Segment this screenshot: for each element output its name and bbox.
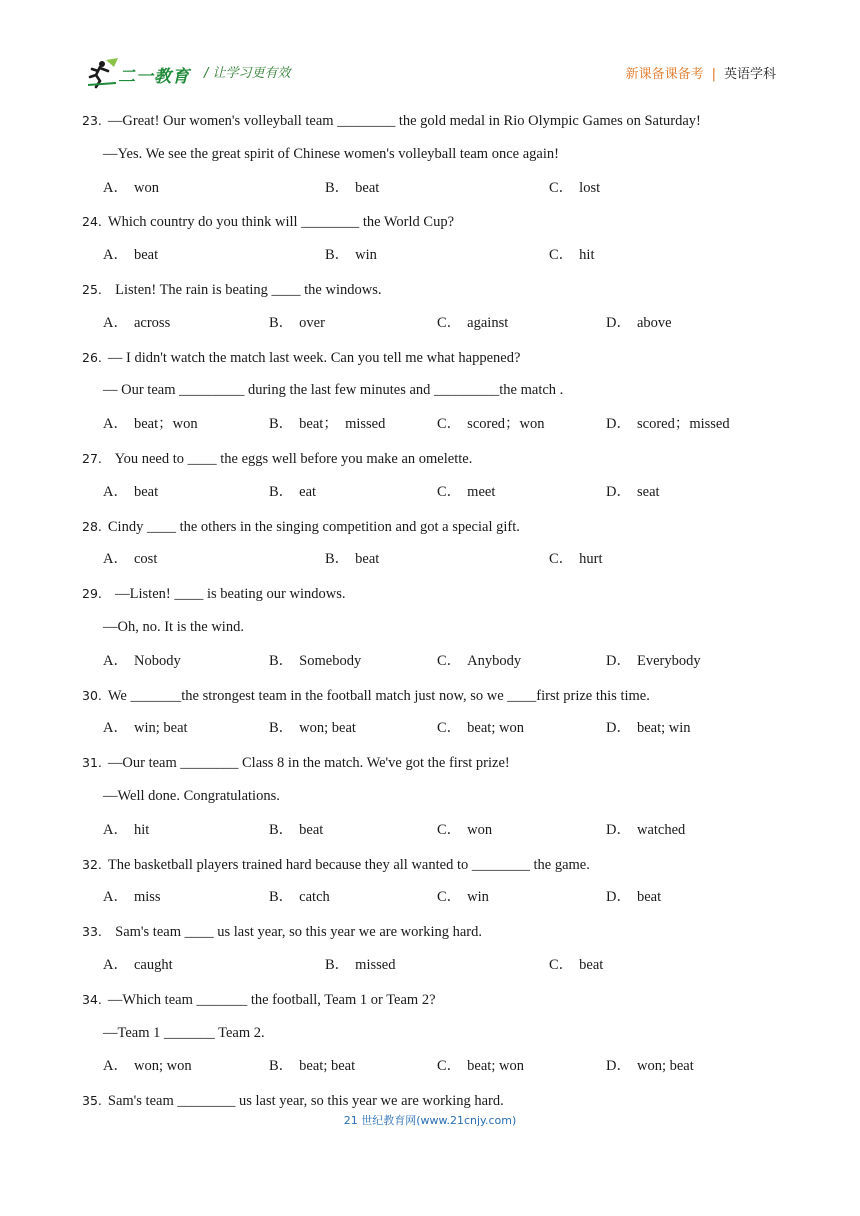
option-c [549, 543, 603, 577]
option-b [269, 1050, 355, 1084]
option-text: beat [133, 247, 159, 264]
options-row [82, 1050, 782, 1084]
option-b [325, 239, 377, 273]
question-number: 34. [82, 991, 102, 1007]
option-d [606, 1050, 694, 1084]
option-letter: D． [606, 652, 631, 669]
option-a [103, 814, 149, 848]
options-row [82, 949, 782, 983]
option-text: beat [636, 889, 662, 906]
option-letter: B． [269, 889, 294, 906]
question-text: —Well done. Congratulations. [103, 787, 280, 804]
option-text: won; won [133, 1058, 192, 1075]
option-letter: C． [437, 720, 462, 737]
option-d [606, 307, 672, 341]
option-text: watched [636, 821, 686, 838]
option-d [606, 645, 701, 679]
page-footer: 21 世纪教育网(www.21cnjy.com) [343, 1114, 517, 1127]
option-d [606, 408, 730, 442]
question-number: 29. [82, 586, 102, 602]
question-list [82, 104, 782, 1118]
question-stem [82, 848, 782, 882]
option-a [103, 239, 158, 273]
question-stem [82, 442, 782, 476]
option-letter: A． [103, 889, 128, 906]
question-stem [82, 104, 782, 138]
question-number: 26. [82, 349, 102, 365]
option-text: won; beat [636, 1058, 694, 1075]
option-letter: D． [606, 314, 631, 331]
option-b [269, 645, 361, 679]
header-subject: 英语学科 [723, 67, 776, 82]
question-stem [82, 577, 782, 611]
option-letter: A． [103, 956, 128, 973]
question-stem [82, 915, 782, 949]
options-row [82, 712, 782, 746]
question-stem [82, 679, 782, 713]
option-text: win [355, 247, 377, 264]
option-letter: B． [269, 1058, 294, 1075]
option-letter: A． [103, 821, 128, 838]
option-a [103, 712, 188, 746]
option-letter: B． [325, 247, 350, 264]
option-text: beat; won [467, 1058, 524, 1075]
option-text: beat; win [636, 720, 691, 737]
logo [86, 57, 196, 89]
question-number: 23. [82, 113, 102, 128]
option-text: cost [133, 551, 158, 568]
question-dialogue-line [82, 138, 782, 172]
question-text: Sam's team ____ us last year, so this year we are working hard. [107, 924, 482, 941]
question-text: —Our team ________ Class 8 in the match. We've got the first prize! [107, 755, 510, 772]
option-c [437, 1050, 524, 1084]
option-letter: A． [103, 416, 128, 433]
options-row [82, 543, 782, 577]
option-text: lost [579, 179, 601, 196]
option-text: win; beat [133, 720, 188, 737]
option-letter: A． [103, 179, 128, 196]
question-text: Listen! The rain is beating ____ the windows. [107, 281, 382, 298]
question-text: —Oh, no. It is the wind. [103, 618, 244, 635]
options-row [82, 408, 782, 442]
option-a [103, 645, 181, 679]
option-text: hit [579, 247, 595, 264]
question-text: —Team 1 _______ Team 2. [103, 1024, 265, 1041]
options-row [82, 645, 782, 679]
option-letter: C． [549, 956, 574, 973]
option-c [437, 881, 489, 915]
options-row [82, 881, 782, 915]
option-d [606, 476, 660, 510]
option-letter: C． [437, 821, 462, 838]
option-a [103, 881, 161, 915]
question-stem [82, 205, 782, 239]
question-text: Sam's team ________ us last year, so this year we are working hard. [107, 1093, 504, 1110]
option-text: caught [133, 956, 173, 973]
option-text: over [299, 314, 325, 331]
slogan: / 让学习更有效 [204, 66, 291, 81]
option-text: beat； missed [299, 416, 386, 433]
question-stem [82, 746, 782, 780]
option-b [269, 881, 330, 915]
option-letter: D． [606, 416, 631, 433]
option-letter: B． [269, 483, 294, 500]
option-letter: C． [437, 483, 462, 500]
option-text: beat [355, 551, 380, 568]
option-a [103, 949, 173, 983]
runner-logo-icon [86, 57, 120, 89]
option-letter: C． [549, 179, 574, 196]
option-letter: B． [325, 179, 350, 196]
question-number: 28. [82, 518, 102, 534]
options-row [82, 476, 782, 510]
options-row [82, 307, 782, 341]
option-a [103, 307, 170, 341]
option-a [103, 1050, 192, 1084]
question-dialogue-line [82, 1017, 782, 1051]
question-number: 24. [82, 214, 102, 230]
option-letter: B． [325, 551, 350, 568]
option-text: seat [636, 483, 660, 500]
option-c [549, 949, 603, 983]
option-text: Nobody [133, 652, 181, 669]
question-text: —Which team _______ the football, Team 1 or Team 2? [107, 991, 436, 1008]
option-text: beat [579, 956, 604, 973]
option-b [269, 814, 323, 848]
option-text: hit [133, 821, 150, 838]
option-c [437, 307, 508, 341]
option-letter: B． [269, 416, 294, 433]
option-letter: D． [606, 889, 631, 906]
option-text: against [467, 314, 509, 331]
question-text: Which country do you think will ________ the World Cup? [107, 214, 455, 231]
option-d [606, 881, 661, 915]
page-header [86, 55, 776, 91]
option-text: Anybody [467, 652, 522, 669]
option-c [437, 476, 495, 510]
option-text: beat [299, 821, 324, 838]
option-text: missed [355, 956, 396, 973]
option-letter: C． [437, 416, 462, 433]
option-letter: A． [103, 1058, 128, 1075]
option-letter: B． [269, 652, 294, 669]
question-number: 31. [82, 755, 102, 771]
option-letter: D． [606, 821, 631, 838]
option-letter: B． [269, 821, 294, 838]
option-c [549, 172, 600, 206]
option-text: above [636, 314, 672, 331]
option-text: won [133, 179, 159, 196]
option-letter: B． [269, 314, 294, 331]
option-a [103, 476, 158, 510]
question-dialogue-line [82, 374, 782, 408]
option-b [325, 949, 395, 983]
option-a [103, 543, 157, 577]
option-d [606, 712, 691, 746]
option-text: won; beat [299, 720, 356, 737]
option-text: win [467, 889, 489, 906]
options-row [82, 172, 782, 206]
option-text: beat；won [133, 416, 198, 433]
question-stem [82, 510, 782, 544]
option-text: hurt [579, 551, 603, 568]
option-letter: C． [549, 247, 574, 264]
option-text: scored；missed [636, 416, 730, 433]
option-letter: A． [103, 652, 128, 669]
question-text: Cindy ____ the others in the singing competition and got a special gift. [107, 518, 520, 535]
question-text: — Our team _________ during the last few minutes and _________the match . [103, 382, 564, 399]
question-dialogue-line [82, 780, 782, 814]
option-letter: D． [606, 483, 631, 500]
option-text: beat [355, 179, 380, 196]
option-a [103, 408, 198, 442]
question-dialogue-line [82, 611, 782, 645]
option-b [269, 307, 325, 341]
option-b [325, 172, 379, 206]
question-text: We _______the strongest team in the football match just now, so we ____first prize this time. [107, 687, 650, 704]
option-b [269, 408, 385, 442]
options-row [82, 814, 782, 848]
option-text: scored；won [467, 416, 545, 433]
option-text: Somebody [299, 652, 362, 669]
option-letter: A． [103, 483, 128, 500]
option-c [437, 814, 492, 848]
option-text: beat [133, 483, 159, 500]
option-b [269, 476, 316, 510]
option-letter: C． [549, 551, 574, 568]
option-text: miss [133, 889, 161, 906]
option-text: Everybody [636, 652, 701, 669]
question-text: — I didn't watch the match last week. Can you tell me what happened? [107, 349, 521, 366]
question-text: —Yes. We see the great spirit of Chinese women's volleyball team once again! [103, 145, 559, 162]
option-letter: C． [437, 314, 462, 331]
option-c [549, 239, 594, 273]
option-text: across [133, 314, 171, 331]
option-c [437, 408, 545, 442]
question-text: The basketball players trained hard because they all wanted to ________ the game. [107, 856, 590, 873]
option-b [269, 712, 356, 746]
header-separator: | [711, 67, 716, 82]
option-letter: A． [103, 314, 128, 331]
option-letter: C． [437, 889, 462, 906]
option-letter: D． [606, 720, 631, 737]
option-letter: A． [103, 720, 128, 737]
option-letter: A． [103, 247, 128, 264]
question-number: 30. [82, 687, 102, 703]
question-number: 25. [82, 281, 102, 297]
option-letter: B． [325, 956, 350, 973]
option-a [103, 172, 159, 206]
question-number: 35. [82, 1093, 102, 1109]
logo-text: 二一教育 [118, 67, 190, 87]
question-number: 33. [82, 924, 102, 940]
options-row [82, 239, 782, 273]
option-letter: B． [269, 720, 294, 737]
option-c [437, 645, 521, 679]
question-stem [82, 273, 782, 307]
option-letter: D． [606, 1058, 631, 1075]
question-number: 27. [82, 450, 102, 466]
header-tagline: 新课备课备考 [625, 67, 704, 82]
option-text: catch [299, 889, 330, 906]
option-text: beat; won [467, 720, 524, 737]
option-c [437, 712, 524, 746]
question-text: You need to ____ the eggs well before you make an omelette. [107, 450, 473, 467]
option-text: meet [467, 483, 496, 500]
option-text: beat; beat [299, 1058, 356, 1075]
option-letter: C． [437, 652, 462, 669]
option-d [606, 814, 685, 848]
header-right [626, 63, 776, 82]
option-text: eat [299, 483, 317, 500]
question-stem [82, 983, 782, 1017]
question-number: 32. [82, 856, 102, 872]
option-b [325, 543, 379, 577]
option-letter: C． [437, 1058, 462, 1075]
question-text: —Listen! ____ is beating our windows. [107, 586, 346, 603]
option-text: won [467, 821, 493, 838]
question-text: —Great! Our women's volleyball team ________ the gold medal in Rio Olympic Games on Saturday! [107, 113, 701, 129]
option-letter: A． [103, 551, 128, 568]
question-stem [82, 341, 782, 375]
